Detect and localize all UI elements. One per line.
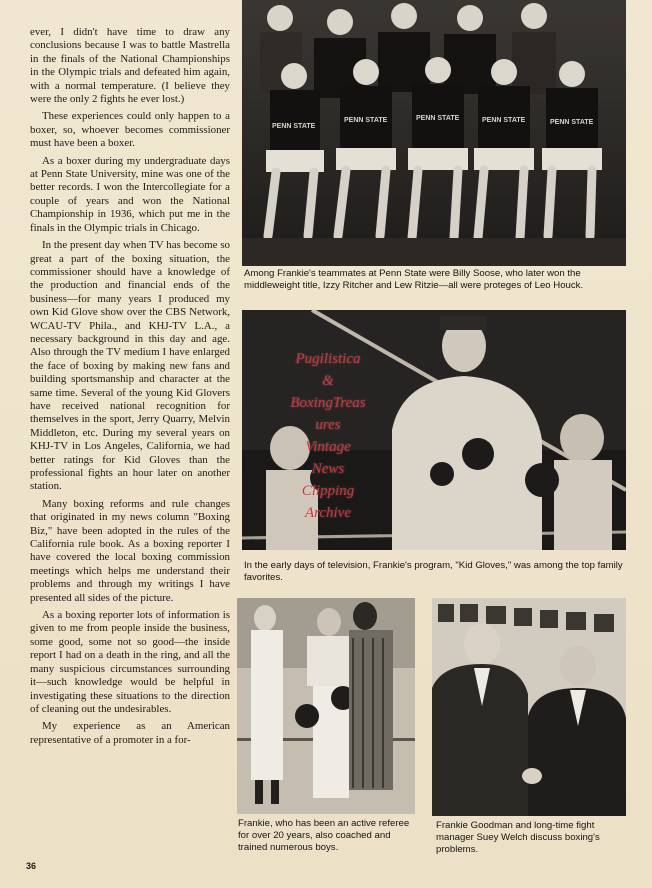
- watermark-line: ures: [315, 417, 341, 433]
- watermark-line: News: [311, 461, 345, 477]
- watermark-line: Pugilistica: [295, 351, 361, 367]
- team-photo-caption: Among Frankie's teammates at Penn State were Billy Soose, who later won the middleweight title, Izzy Ritcher and Lew Ritzie—all were proteges of Leo Houck.: [244, 268, 584, 292]
- article-paragraph: ever, I didn't have time to draw any conclusions because I was to battle Mastrella in the finals of the National Championships in the Olympic trials and defeated him again, with a normal temperature. (I believe they were the only 2 fights he ever lost.): [30, 26, 230, 106]
- archive-watermark: [268, 348, 388, 524]
- referee-photo-caption: Frankie, who has been an active referee for over 20 years, also coached and trained numerous boys.: [238, 818, 410, 854]
- article-paragraph: In the present day when TV has become so great a part of the boxing situation, the commissioner should have a knowledge of the production and financial ends of the business—for many years I produced my own Kid Glove show over the CBS Network, WCAU-TV Phila., and KHJ-TV L.A., a necessary background in this day and age. Also through the TV medium I have enlarged the face of boxing by making new fans and building sportsmanship and character at the same time. Several of the young Kid Glovers have received national recognition for themselves in the sport, Jerry Quarry, Melvin Middleton, etc. During my several years on KHJ-TV in Los Angeles, California, we had better ratings for Kid Gloves than the professional fights an hour later on another station.: [30, 239, 230, 493]
- team-photo: [242, 0, 626, 266]
- watermark-line: Vintage: [305, 439, 351, 455]
- article-paragraph: As a boxing reporter lots of information is given to me from people inside the business, some good, some not so good—the inside report I had on a death in the ring, and all the many suspicious circumstances surrounding it—such knowledge would be helpful in investigating these situations to the direction of cleaning out the undesirables.: [30, 609, 230, 715]
- watermark-line: BoxingTreas: [290, 395, 366, 411]
- article-paragraph: My experience as an American representative of a promoter in a for-: [30, 720, 230, 746]
- svg-text:PENN STATE: PENN STATE: [416, 115, 460, 122]
- manager-photo-caption: Frankie Goodman and long-time fight manager Suey Welch discuss boxing's problems.: [436, 820, 600, 856]
- svg-text:PENN STATE: PENN STATE: [482, 117, 526, 124]
- watermark-line: Clipping: [301, 483, 355, 499]
- article-paragraph: These experiences could only happen to a boxer, so, whoever becomes commissioner must have been a boxer.: [30, 110, 230, 150]
- svg-text:PENN STATE: PENN STATE: [272, 123, 316, 130]
- svg-text:PENN STATE: PENN STATE: [344, 117, 388, 124]
- tv-photo-caption: In the early days of television, Frankie's program, "Kid Gloves," was among the top family favorites.: [244, 560, 623, 584]
- watermark-line: &: [322, 373, 334, 389]
- article-paragraph: Many boxing reforms and rule changes that originated in my news column "Boxing Biz," have been adopted in the rules of the California rule book. As a boxing reporter I have covered the local boxing commission meetings which helps me understand their problems and through my writings I have presented all sides of the picture.: [30, 497, 230, 604]
- referee-photo: [237, 598, 415, 814]
- manager-photo: [432, 598, 626, 816]
- page-number: 36: [26, 861, 37, 871]
- svg-text:PENN STATE: PENN STATE: [550, 119, 594, 126]
- article-text-column: [30, 26, 230, 864]
- article-paragraph: As a boxer during my undergraduate days at Penn State University, mine was one of the better records. I won the Intercollegiate for a couple of years and won the National Championship in 1936, which put me in the finals in the Olympic trials in Chicago.: [30, 154, 230, 234]
- watermark-line: Archive: [304, 505, 352, 521]
